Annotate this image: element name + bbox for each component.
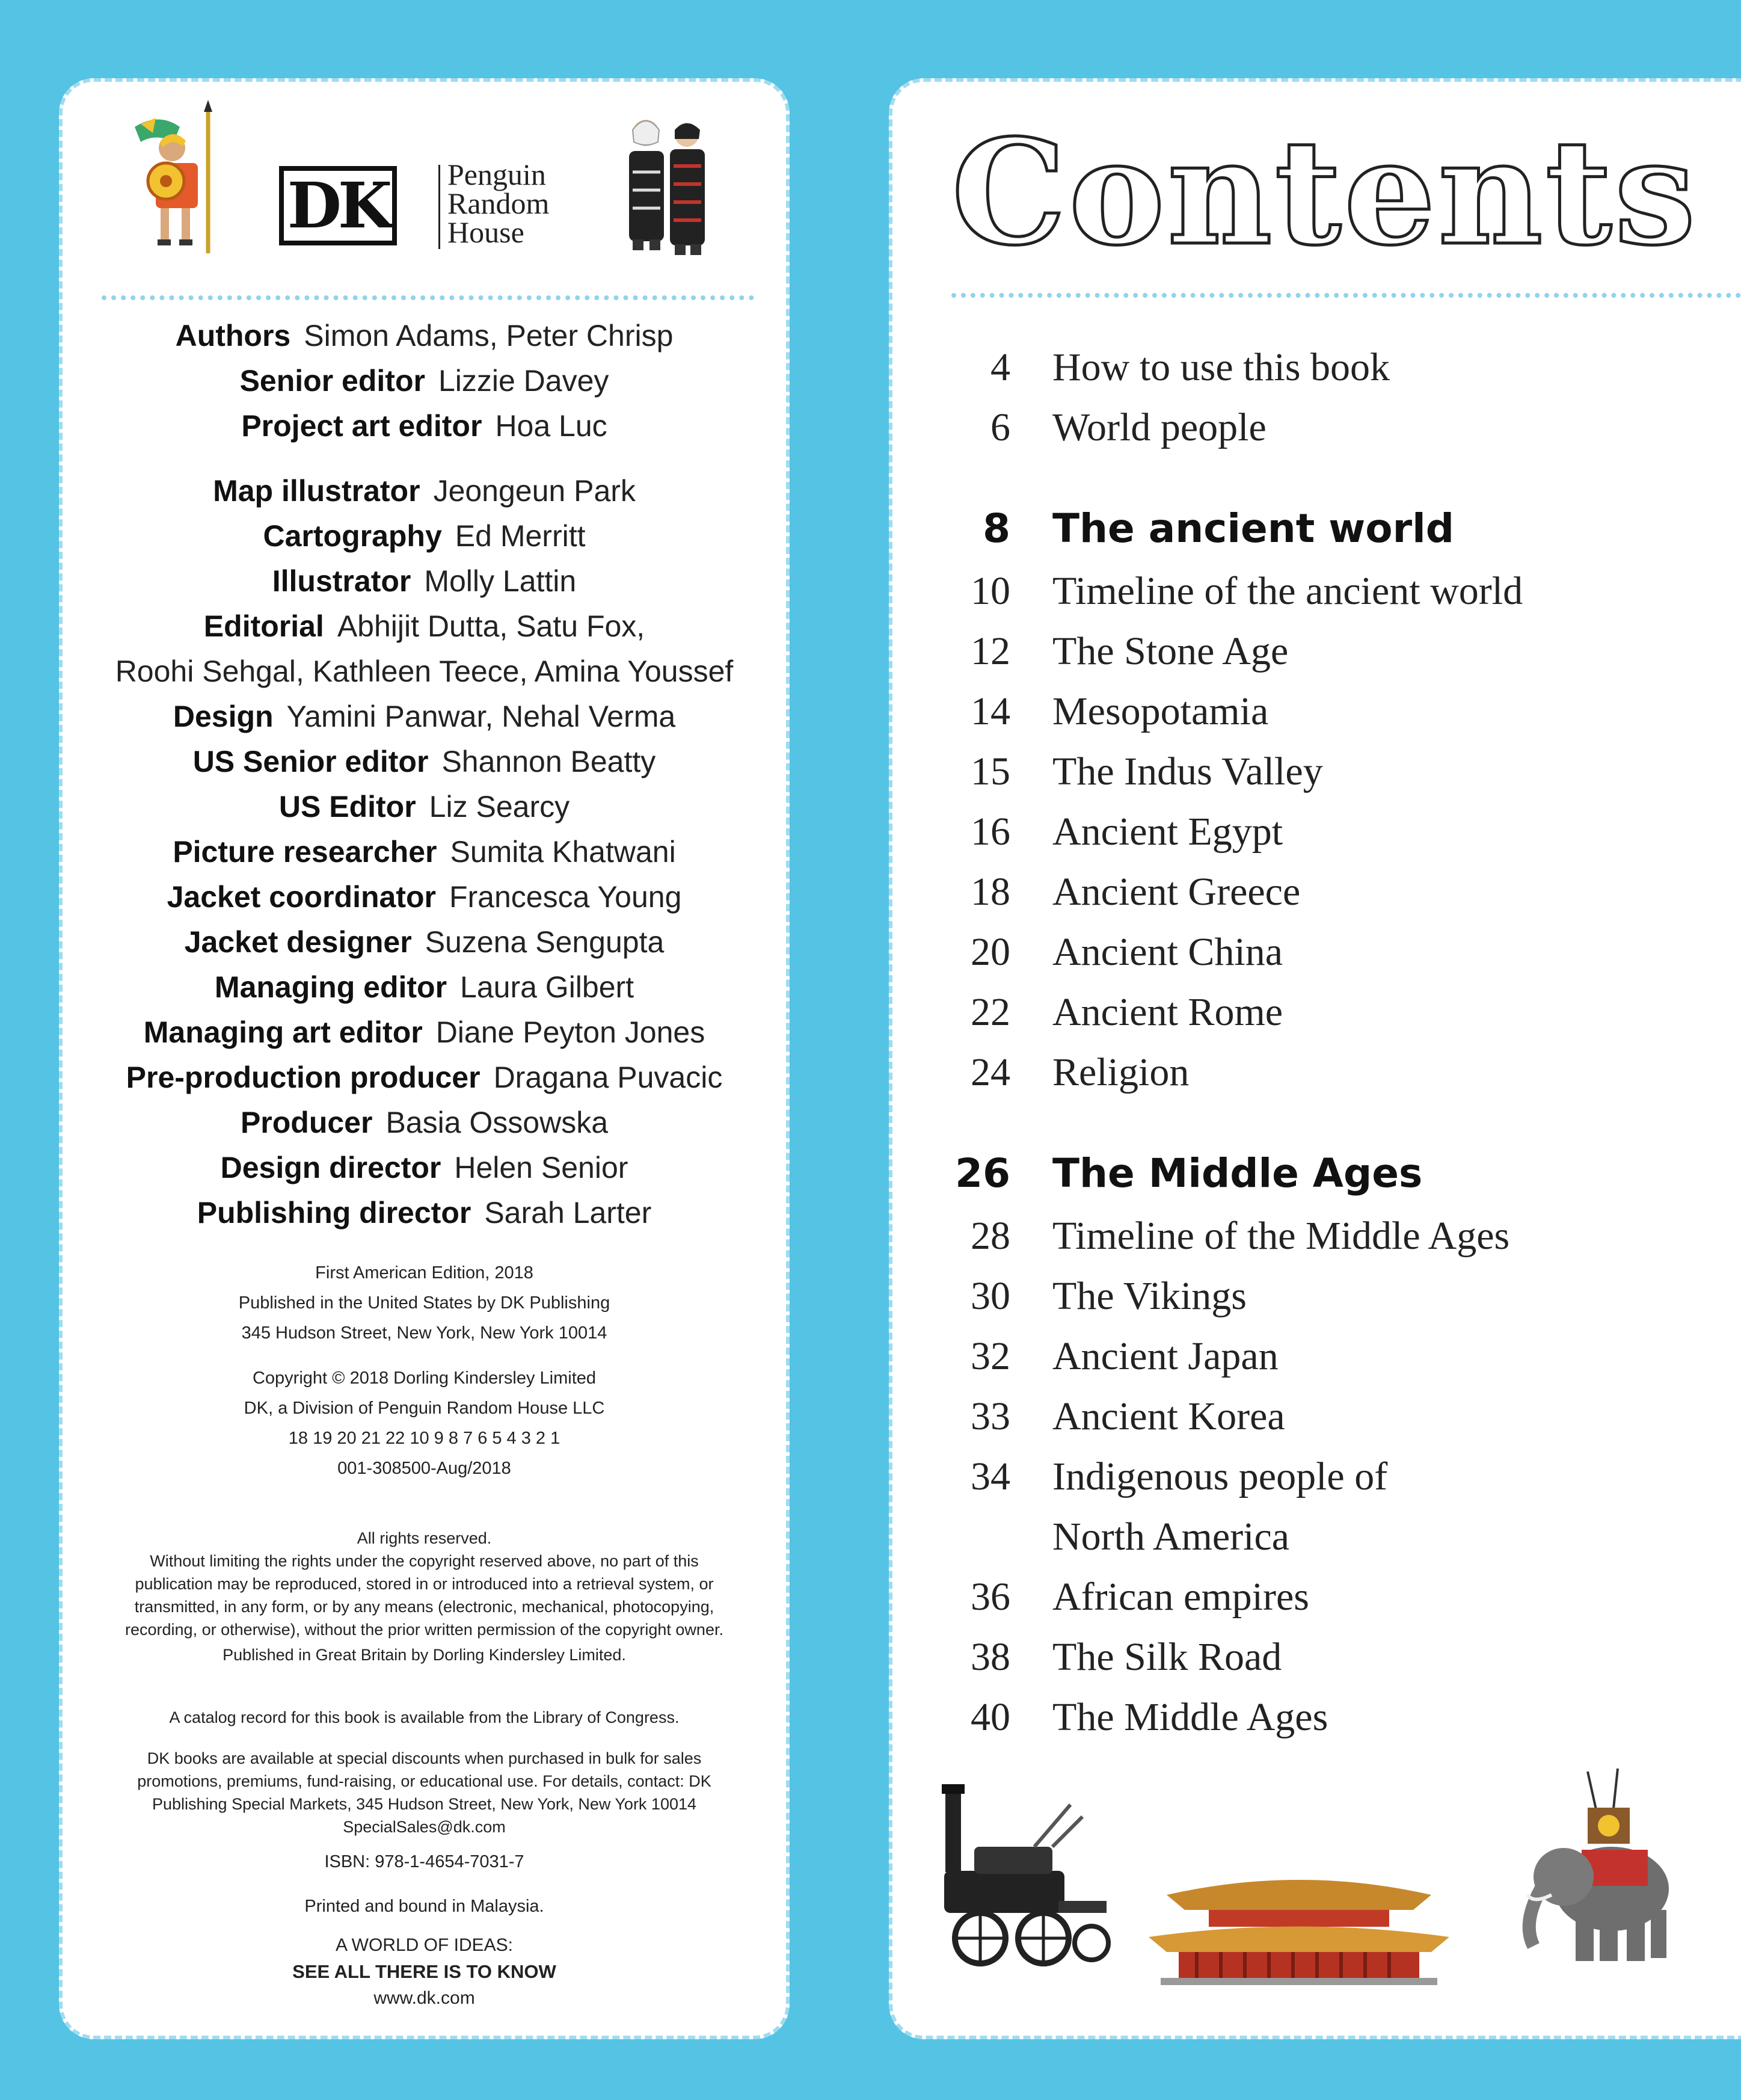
toc-title: How to use this book bbox=[1052, 345, 1390, 389]
credit-names: Molly Lattin bbox=[424, 564, 577, 598]
credit-role: US Senior editor bbox=[192, 745, 429, 778]
prh-line-1: Penguin bbox=[447, 158, 546, 191]
toc-title: The Stone Age bbox=[1052, 629, 1289, 673]
rights-notice bbox=[87, 1527, 762, 1666]
toc-title: World people bbox=[1052, 405, 1267, 449]
credit-names: Shannon Beatty bbox=[441, 745, 656, 778]
catalog-notice bbox=[87, 1706, 762, 1729]
rights-line: Without limiting the rights under the copyright reserved above, no part of this bbox=[150, 1552, 699, 1570]
credit-names: Basia Ossowska bbox=[385, 1106, 609, 1139]
credit-names: Dragana Puvacic bbox=[493, 1061, 723, 1094]
rights-line: publication may be reproduced, stored in or introduced into a retrieval system, or bbox=[135, 1575, 714, 1593]
toc-title: Religion bbox=[1052, 1050, 1190, 1094]
copyright-info bbox=[87, 1363, 762, 1483]
toc-title: Ancient Rome bbox=[1052, 990, 1283, 1034]
credit-names: Francesca Young bbox=[449, 880, 682, 914]
toc-page-number: 22 bbox=[971, 990, 1010, 1034]
credit-map-illustrator bbox=[63, 469, 786, 514]
copyright-line: DK, a Division of Penguin Random House LLC bbox=[244, 1399, 605, 1418]
prh-line-3: House bbox=[447, 215, 524, 249]
rights-line: Published in Great Britain by Dorling Kindersley Limited. bbox=[223, 1646, 626, 1664]
isbn-line: ISBN: 978-1-4654-7031-7 bbox=[324, 1852, 524, 1871]
toc-title: Ancient Greece bbox=[1052, 870, 1301, 914]
credit-role: Design bbox=[173, 700, 274, 733]
copyright-line: Copyright © 2018 Dorling Kindersley Limited bbox=[252, 1369, 597, 1388]
toc-page-number: 6 bbox=[990, 405, 1010, 449]
credit-us-senior-editor bbox=[63, 739, 786, 784]
credit-cartography bbox=[63, 514, 786, 559]
toc-page-number: 14 bbox=[971, 689, 1010, 733]
credit-role: Senior editor bbox=[239, 364, 425, 398]
toc-title: Ancient Egypt bbox=[1052, 810, 1283, 854]
credit-role: Cartography bbox=[263, 519, 442, 553]
credit-senior-editor bbox=[63, 359, 786, 404]
credit-role: Editorial bbox=[203, 609, 324, 643]
credit-pre-production-producer bbox=[63, 1055, 786, 1100]
prh-line-2: Random bbox=[447, 186, 550, 220]
printed-line: Printed and bound in Malaysia. bbox=[304, 1897, 544, 1916]
credit-picture-researcher bbox=[63, 830, 786, 875]
toc-page-number: 38 bbox=[971, 1635, 1010, 1679]
toc-page-number: 10 bbox=[971, 569, 1010, 613]
elephant-illustration bbox=[1509, 1766, 1678, 1970]
toc-title: African empires bbox=[1052, 1575, 1309, 1619]
tagline-block bbox=[87, 1932, 762, 2012]
toc-title: The Silk Road bbox=[1052, 1635, 1282, 1679]
toc-title: The Middle Ages bbox=[1052, 1150, 1423, 1196]
penguin-random-house-logo bbox=[447, 160, 549, 247]
credit-names: Sarah Larter bbox=[484, 1196, 652, 1230]
catalog-line: A catalog record for this book is available from the Library of Congress. bbox=[169, 1708, 680, 1726]
toc-page-number: 20 bbox=[971, 930, 1010, 974]
toc-page-number: 32 bbox=[971, 1334, 1010, 1378]
toc-page-number: 26 bbox=[955, 1150, 1010, 1196]
toc-page-number: 40 bbox=[971, 1695, 1010, 1739]
printed-notice bbox=[87, 1895, 762, 1918]
credit-names: Laura Gilbert bbox=[460, 970, 634, 1004]
credit-names: Diane Peyton Jones bbox=[435, 1015, 705, 1049]
special-sales-line: promotions, premiums, fund-raising, or educational use. For details, contact: DK bbox=[137, 1772, 711, 1790]
edition-line: Published in the United States by DK Publishing bbox=[238, 1293, 610, 1313]
toc-page-number: 24 bbox=[971, 1050, 1010, 1094]
contents-divider bbox=[951, 293, 1741, 298]
special-sales-line: Publishing Special Markets, 345 Hudson Street, New York, New York 10014 bbox=[152, 1795, 697, 1813]
credit-role: Producer bbox=[240, 1106, 373, 1139]
toc-title: Ancient China bbox=[1052, 930, 1283, 974]
credit-names: Lizzie Davey bbox=[438, 364, 609, 398]
credit-producer bbox=[63, 1100, 786, 1145]
credit-managing-art-editor bbox=[63, 1010, 786, 1055]
credit-names: Hoa Luc bbox=[495, 409, 607, 443]
logo-row bbox=[63, 82, 786, 280]
edition-line: 345 Hudson Street, New York, New York 10014 bbox=[241, 1323, 607, 1343]
toc-title: The Vikings bbox=[1052, 1274, 1247, 1318]
credit-role: Managing editor bbox=[214, 970, 447, 1004]
credit-editorial-continued: Roohi Sehgal, Kathleen Teece, Amina Youssef bbox=[115, 654, 734, 688]
couple-illustration bbox=[616, 106, 718, 262]
credit-us-editor bbox=[63, 784, 786, 830]
credit-role: Managing art editor bbox=[143, 1015, 423, 1049]
special-sales-notice bbox=[87, 1747, 762, 1838]
toc-page-number: 33 bbox=[971, 1394, 1010, 1438]
toc-page-number: 30 bbox=[971, 1274, 1010, 1318]
credit-role: Picture researcher bbox=[173, 835, 437, 869]
logo-divider bbox=[438, 165, 440, 249]
toc-title: North America bbox=[1052, 1515, 1290, 1559]
credits-panel bbox=[59, 78, 790, 2039]
warrior-illustration bbox=[123, 100, 231, 256]
toc-title: Indigenous people of bbox=[1052, 1455, 1388, 1498]
toc-page-number: 18 bbox=[971, 870, 1010, 914]
toc-page-number: 34 bbox=[971, 1455, 1010, 1498]
tagline-line-2: SEE ALL THERE IS TO KNOW bbox=[292, 1961, 556, 1982]
credit-role: Authors bbox=[175, 319, 291, 353]
credit-jacket-coordinator bbox=[63, 875, 786, 920]
edition-line: First American Edition, 2018 bbox=[315, 1263, 533, 1282]
rights-line: All rights reserved. bbox=[357, 1529, 492, 1547]
chinese-palace-illustration bbox=[1143, 1853, 1455, 1985]
credit-role: Pre-production producer bbox=[126, 1061, 481, 1094]
rights-line: recording, or otherwise), without the prior written permission of the copyright owner. bbox=[125, 1621, 723, 1639]
credit-role: Illustrator bbox=[272, 564, 411, 598]
toc-title: The Indus Valley bbox=[1052, 750, 1323, 793]
special-sales-line: DK books are available at special discounts when purchased in bulk for sales bbox=[147, 1749, 702, 1767]
credit-editorial bbox=[63, 604, 786, 649]
toc-page-number: 28 bbox=[971, 1214, 1010, 1258]
credit-role: US Editor bbox=[278, 790, 416, 824]
credits-divider bbox=[102, 295, 754, 300]
credit-authors bbox=[63, 313, 786, 359]
credit-names: Ed Merritt bbox=[455, 519, 586, 553]
credit-role: Map illustrator bbox=[213, 474, 420, 508]
toc-page-number: 16 bbox=[971, 810, 1010, 854]
toc-title: Ancient Japan bbox=[1052, 1334, 1279, 1378]
locomotive-illustration bbox=[938, 1781, 1113, 1967]
isbn bbox=[87, 1850, 762, 1873]
toc-title: Ancient Korea bbox=[1052, 1394, 1285, 1438]
copyright-line: 001-308500-Aug/2018 bbox=[337, 1459, 511, 1478]
rights-line: transmitted, in any form, or by any means (electronic, mechanical, photocopying, bbox=[134, 1598, 714, 1616]
credit-publishing-director bbox=[63, 1190, 786, 1236]
credits-list bbox=[63, 313, 786, 1236]
credit-names: Helen Senior bbox=[454, 1151, 628, 1184]
credit-design-director bbox=[63, 1145, 786, 1190]
toc-page-number: 36 bbox=[971, 1575, 1010, 1619]
credit-illustrator bbox=[63, 559, 786, 604]
credit-names: Sumita Khatwani bbox=[450, 835, 676, 869]
edition-info bbox=[87, 1258, 762, 1348]
toc-page-number: 8 bbox=[983, 505, 1010, 552]
credit-names: Abhijit Dutta, Satu Fox, bbox=[337, 609, 645, 643]
special-sales-line: SpecialSales@dk.com bbox=[343, 1818, 506, 1836]
toc-title: Timeline of the Middle Ages bbox=[1052, 1214, 1510, 1258]
credit-names: Yamini Panwar, Nehal Verma bbox=[286, 700, 676, 733]
credit-role: Project art editor bbox=[241, 409, 482, 443]
credit-role: Design director bbox=[220, 1151, 441, 1184]
toc-page-number: 15 bbox=[971, 750, 1010, 793]
toc-title: Mesopotamia bbox=[1052, 689, 1269, 733]
toc-title: Timeline of the ancient world bbox=[1052, 569, 1523, 613]
credit-jacket-designer bbox=[63, 920, 786, 965]
credit-role: Jacket coordinator bbox=[167, 880, 436, 914]
credit-design bbox=[63, 694, 786, 739]
website-link[interactable]: www.dk.com bbox=[373, 1988, 475, 2008]
credit-names: Suzena Sengupta bbox=[425, 925, 665, 959]
copyright-line: 18 19 20 21 22 10 9 8 7 6 5 4 3 2 1 bbox=[288, 1429, 560, 1448]
credit-names: Simon Adams, Peter Chrisp bbox=[304, 319, 674, 353]
toc-title: The Middle Ages bbox=[1052, 1695, 1328, 1739]
dk-logo: DK bbox=[279, 166, 397, 245]
tagline-line-1: A WORLD OF IDEAS: bbox=[335, 1935, 514, 1955]
credit-names: Liz Searcy bbox=[429, 790, 570, 824]
credit-role: Publishing director bbox=[197, 1196, 471, 1230]
credit-managing-editor bbox=[63, 965, 786, 1010]
toc-page-number: 12 bbox=[971, 629, 1010, 673]
contents-title: Contents bbox=[951, 108, 1698, 277]
toc-title: The ancient world bbox=[1052, 505, 1455, 552]
credit-names: Jeongeun Park bbox=[433, 474, 636, 508]
credit-project-art-editor bbox=[63, 404, 786, 449]
toc-page-number: 4 bbox=[990, 345, 1010, 389]
credit-role: Jacket designer bbox=[184, 925, 412, 959]
